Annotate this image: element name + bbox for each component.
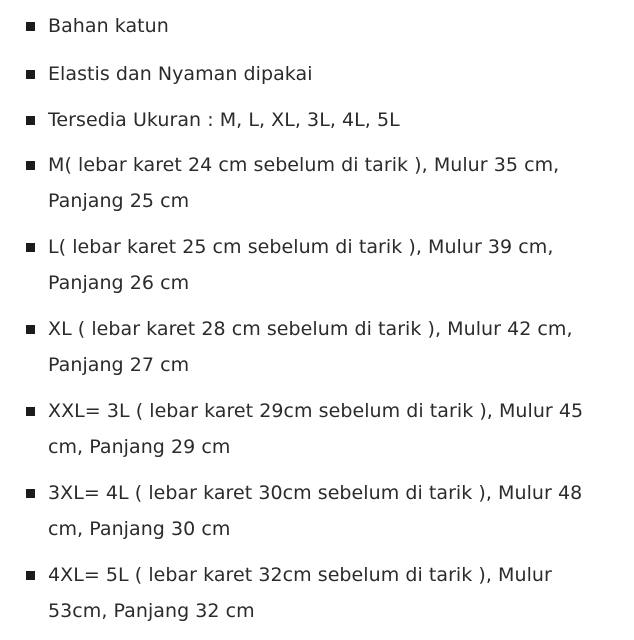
square-bullet-icon: [26, 489, 35, 498]
list-item-line: 3XL= 4L ( lebar karet 30cm sebelum di tarik ), Mulur 48: [48, 482, 583, 504]
list-item-line-continued: cm, Panjang 29 cm: [48, 436, 231, 458]
list-item-line-continued: cm, Panjang 30 cm: [48, 518, 231, 540]
list-item-line: XL ( lebar karet 28 cm sebelum di tarik ), Mulur 42 cm,: [48, 318, 573, 340]
list-item-text: [48, 557, 606, 629]
square-bullet-icon: [26, 22, 35, 31]
list-item-text: [48, 311, 606, 383]
list-item-line-continued: 53cm, Panjang 32 cm: [48, 600, 255, 622]
list-item-line-continued: Panjang 25 cm: [48, 190, 190, 212]
list-item-line: XXL= 3L ( lebar karet 29cm sebelum di tarik ), Mulur 45: [48, 400, 584, 422]
list-item-text: [48, 56, 606, 92]
list-item-text: [48, 475, 606, 547]
list-item-text: [48, 229, 606, 301]
square-bullet-icon: [26, 116, 35, 125]
list-item-text: [48, 102, 606, 138]
square-bullet-icon: [26, 243, 35, 252]
list-item-text: [48, 147, 606, 219]
list-item-line: Tersedia Ukuran : M, L, XL, 3L, 4L, 5L: [48, 109, 400, 131]
list-item-text: [48, 393, 606, 465]
square-bullet-icon: [26, 70, 35, 79]
square-bullet-icon: [26, 161, 35, 170]
square-bullet-icon: [26, 325, 35, 334]
list-item-text: [48, 8, 606, 44]
square-bullet-icon: [26, 571, 35, 580]
list-item-line-continued: Panjang 27 cm: [48, 354, 190, 376]
list-item-line-continued: Panjang 26 cm: [48, 272, 190, 294]
list-item-line: M( lebar karet 24 cm sebelum di tarik ), Mulur 35 cm,: [48, 154, 560, 176]
list-item-line: Bahan katun: [48, 15, 169, 37]
list-item-line: L( lebar karet 25 cm sebelum di tarik ), Mulur 39 cm,: [48, 236, 554, 258]
list-item-line: Elastis dan Nyaman dipakai: [48, 63, 313, 85]
list-item-line: 4XL= 5L ( lebar karet 32cm sebelum di tarik ), Mulur: [48, 564, 552, 586]
square-bullet-icon: [26, 407, 35, 416]
